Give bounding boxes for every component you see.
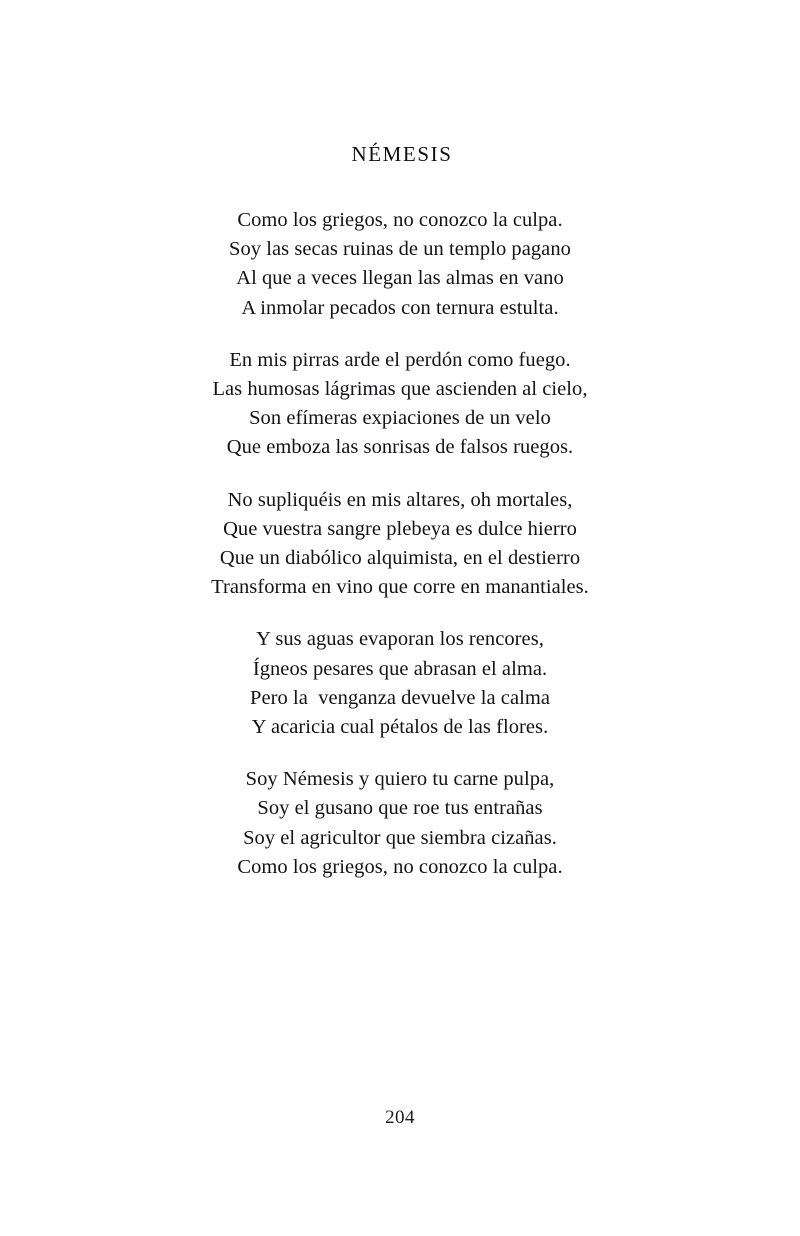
verse-line: Que vuestra sangre plebeya es dulce hierro bbox=[223, 517, 577, 540]
verse-line: Transforma en vino que corre en manantiales. bbox=[211, 576, 589, 599]
stanza bbox=[80, 625, 720, 742]
page-number: 204 bbox=[385, 1107, 415, 1128]
verse-line: A inmolar pecados con ternura estulta. bbox=[241, 296, 559, 319]
verse-line: Y sus aguas evaporan los rencores, bbox=[256, 628, 544, 651]
verse-line: Las humosas lágrimas que ascienden al cielo, bbox=[212, 378, 588, 401]
verse-line: Y acaricia cual pétalos de las flores. bbox=[251, 716, 549, 739]
verse-line: Soy Némesis y quiero tu carne pulpa, bbox=[245, 768, 555, 791]
poem-body bbox=[80, 206, 720, 882]
verse-line: No supliquéis en mis altares, oh mortales, bbox=[227, 488, 573, 511]
poem-title: NÉMESIS bbox=[351, 142, 453, 166]
verse-line: Al que a veces llegan las almas en vano bbox=[236, 267, 564, 290]
verse-line: Soy el gusano que roe tus entrañas bbox=[257, 797, 543, 820]
verse-line: Ígneos pesares que abrasan el alma. bbox=[252, 657, 548, 680]
stanza bbox=[80, 765, 720, 882]
verse-line: Pero la venganza devuelve la calma bbox=[250, 686, 550, 709]
verse-line: Que emboza las sonrisas de falsos ruegos. bbox=[226, 436, 574, 459]
stanza bbox=[80, 346, 720, 463]
verse-line: Que un diabólico alquimista, en el destierro bbox=[219, 547, 581, 570]
verse-line: Como los griegos, no conozco la culpa. bbox=[237, 209, 563, 231]
verse-line: Son efímeras expiaciones de un velo bbox=[249, 407, 551, 430]
stanza bbox=[80, 486, 720, 603]
verse-line: Soy el agricultor que siembra cizañas. bbox=[243, 826, 557, 849]
stanza bbox=[80, 206, 720, 323]
verse-line: En mis pirras arde el perdón como fuego. bbox=[229, 348, 571, 371]
verse-line: Soy las secas ruinas de un templo pagano bbox=[229, 238, 571, 261]
verse-line: Como los griegos, no conozco la culpa. bbox=[237, 855, 563, 878]
